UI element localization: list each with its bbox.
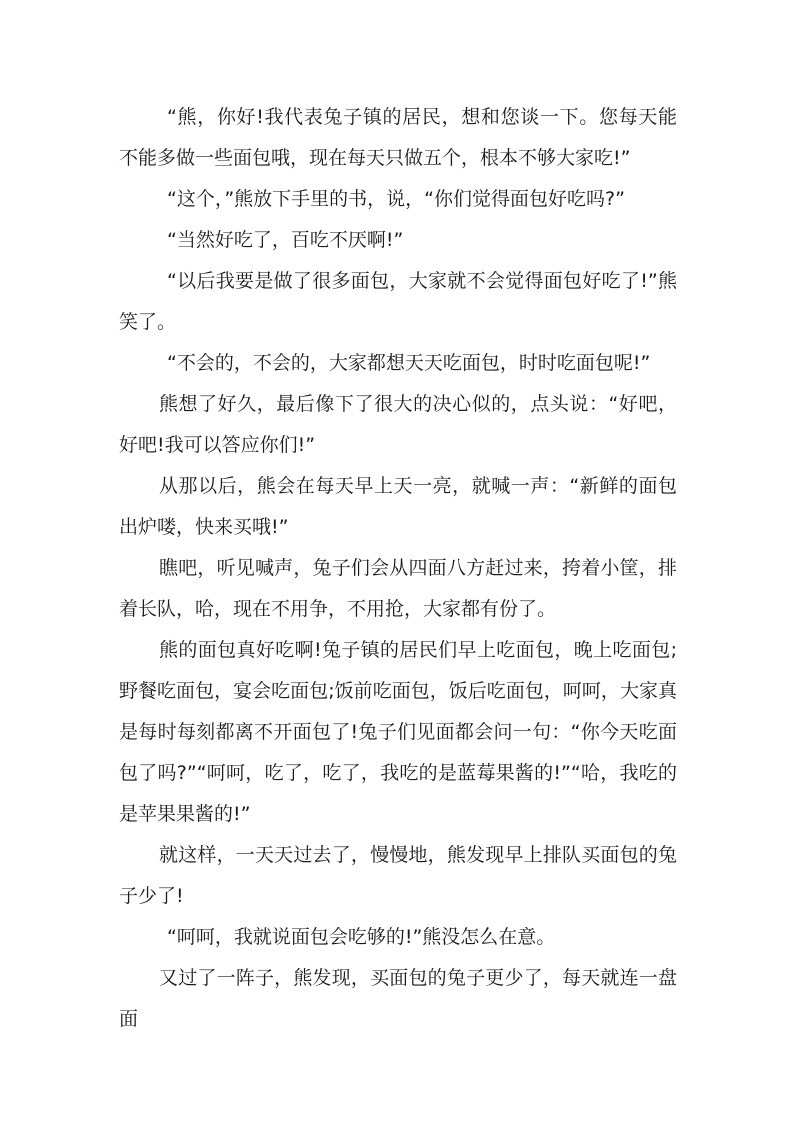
paragraph-8: 瞧吧，听见喊声，兔子们会从四面八方赶过来，挎着小筐，排着长队，哈，现在不用争，不用抢，大家都有份了。 [119,557,677,620]
paragraph-3: “当然好吃了，百吃不厌啊!” [167,229,404,251]
paragraph-2: “这个，”熊放下手里的书，说，“你们觉得面包好吃吗?” [167,188,625,210]
story-text [119,97,677,1040]
paragraph-1: “熊，你好!我代表兔子镇的居民，想和您谈一下。您每天能不能多做一些面包哦，现在每天只做五个，根本不够大家吃!” [119,106,677,169]
paragraph-5: “不会的，不会的，大家都想天天吃面包，时时吃面包呢!” [167,352,651,374]
paragraph-10: 就这样，一天天过去了，慢慢地，熊发现早上排队买面包的兔子少了! [119,844,677,907]
paragraph-11: “呵呵，我就说面包会吃够的!”熊没怎么在意。 [167,926,556,948]
paragraph-7: 从那以后，熊会在每天早上天一亮，就喊一声：“新鲜的面包出炉喽，快来买哦!” [119,475,677,538]
paragraph-12: 又过了一阵子，熊发现，买面包的兔子更少了，每天就连一盘面 [119,967,677,1030]
paragraph-9: 熊的面包真好吃啊!兔子镇的居民们早上吃面包，晚上吃面包;野餐吃面包，宴会吃面包;饭前吃面包，饭后吃面包，呵呵，大家真是每时每刻都离不开面包了!兔子们见面都会问一句：“你今天吃面包了吗?”“呵呵，吃了，吃了，我吃的是蓝莓果酱的!”“哈，我吃的是苹果果酱的!” [119,639,677,825]
paragraph-6: 熊想了好久，最后像下了很大的决心似的，点头说：“好吧，好吧!我可以答应你们!” [119,393,677,456]
paragraph-4: “以后我要是做了很多面包，大家就不会觉得面包好吃了!”熊笑了。 [119,270,677,333]
